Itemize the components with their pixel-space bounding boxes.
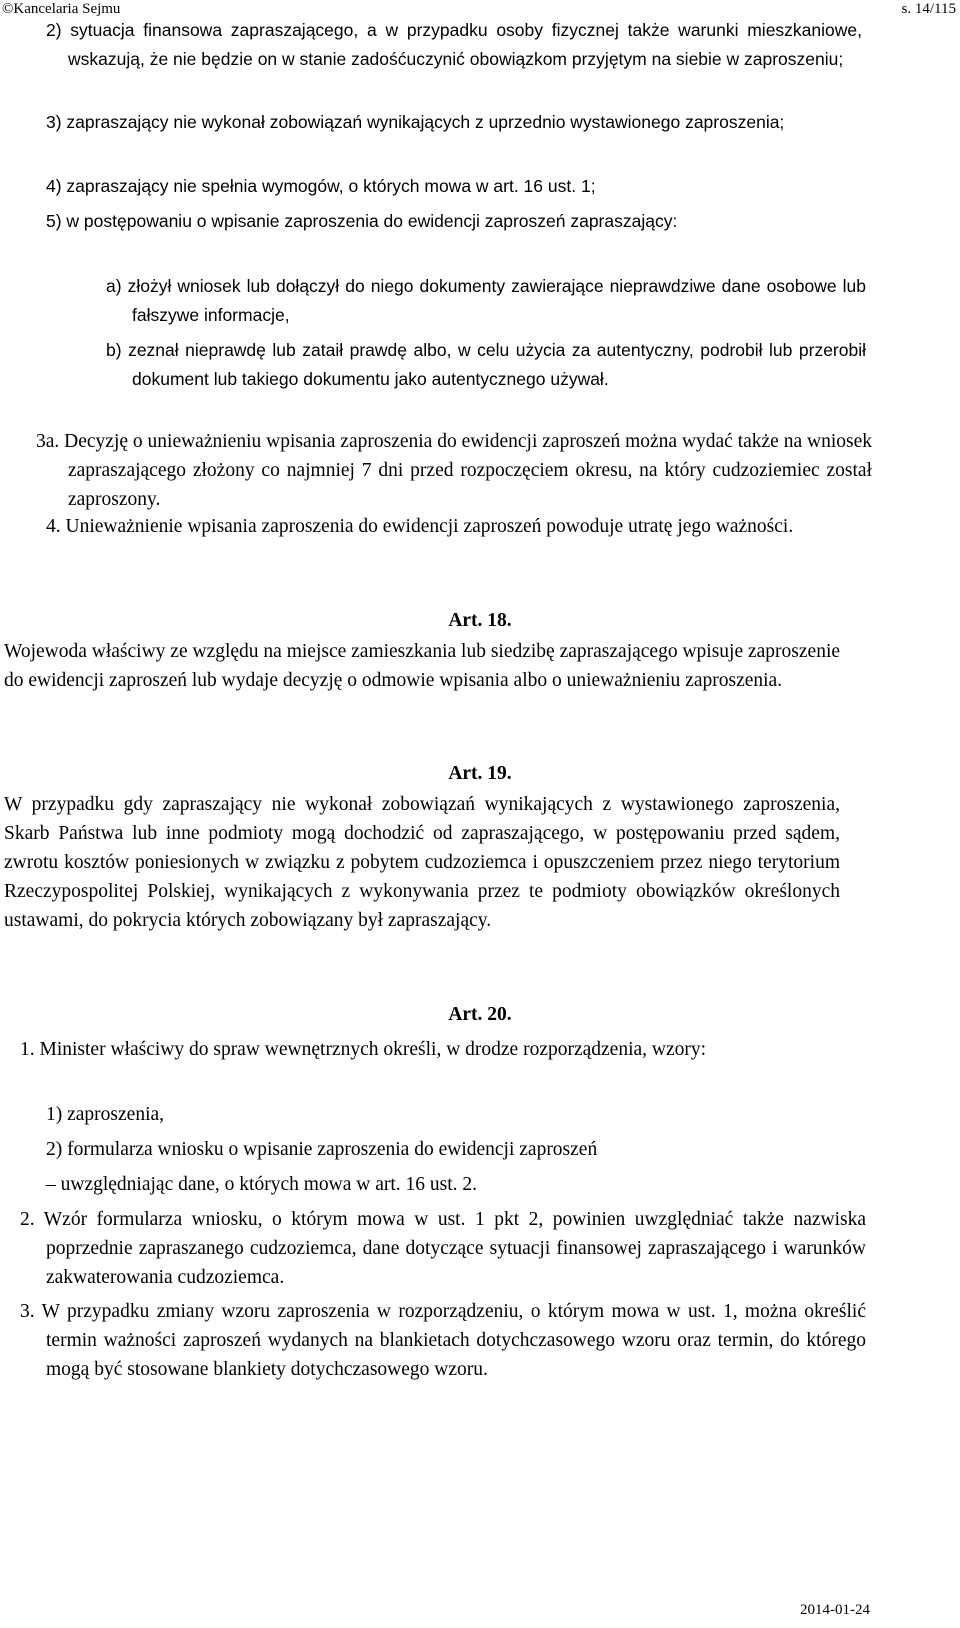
article-20-paragraph-1: 1. Minister właściwy do spraw wewnętrznych określi, w drodze rozporządzenia, wzory: [20, 1039, 707, 1060]
article-20-paragraph-2: 2. Wzór formularza wniosku, o którym mowa w ust. 1 pkt 2, powinien uwzględniać także nazwiska poprzednie zapraszanego cudzoziemca, dane dotyczące sytuacji finansowej zapraszającego i warunków zakwaterowania cudzoziemca. [20, 1209, 866, 1288]
article-20-item-1: 1) zaproszenia, [46, 1104, 165, 1125]
article-20-tail: – uwzględniając dane, o których mowa w art. 16 ust. 2. [46, 1174, 478, 1195]
point-4: 4) zapraszający nie spełnia wymogów, o których mowa w art. 16 ust. 1; [46, 176, 596, 196]
paragraph-4: 4. Unieważnienie wpisania zaproszenia do ewidencji zaproszeń powoduje utratę jego ważności. [46, 516, 794, 537]
point-5b: b) zeznał nieprawdę lub zataił prawdę albo, w celu użycia za autentyczny, podrobił lub przerobił dokument lub takiego dokumentu jako autentycznego używał. [106, 340, 866, 389]
point-3: 3) zapraszający nie wykonał zobowiązań wynikających z uprzednio wystawionego zaproszenia; [46, 112, 785, 132]
article-19-text: W przypadku gdy zapraszający nie wykonał zobowiązań wynikających z wystawionego zaproszenia, Skarb Państwa lub inne podmioty mogą dochodzić od zapraszającego, w postępowaniu przed sądem, zwrotu kosztów poniesionych w związku z pobytem cudzoziemca i opuszczeniem przez niego terytorium Rzeczypospolitej Polskiej, wynikających z wykonywania przez te podmioty obowiązków określonych ustawami, do pokrycia których zobowiązany był zapraszający. [4, 794, 840, 931]
article-20-paragraph-3: 3. W przypadku zmiany wzoru zaproszenia w rozporządzeniu, o którym mowa w ust. 1, można określić termin ważności zaproszeń wydanych na blankietach dotychczasowego wzoru oraz termin, do którego mogą być stosowane blankiety dotychczasowego wzoru. [20, 1301, 866, 1380]
paragraph-3a: 3a. Decyzję o unieważnieniu wpisania zaproszenia do ewidencji zaproszeń można wydać także na wniosek zapraszającego złożony co najmniej 7 dni przed rozpoczęciem okresu, na który cudzoziemiec został zaproszony. [36, 431, 872, 510]
article-18-title: Art. 18. [448, 610, 512, 631]
article-20-item-2: 2) formularza wniosku o wpisanie zaproszenia do ewidencji zaproszeń [46, 1139, 598, 1160]
point-5a: a) złożył wniosek lub dołączył do niego dokumenty zawierające nieprawdziwe dane osobowe lub fałszywe informacje, [106, 276, 866, 325]
article-19-title: Art. 19. [448, 763, 512, 784]
article-20-title: Art. 20. [448, 1004, 512, 1025]
point-2: 2) sytuacja finansowa zapraszającego, a w przypadku osoby fizycznej także warunki mieszkaniowe, wskazują, że nie będzie on w stanie zadośćuczynić obowiązkom przyjętym na siebie w zaproszeniu; [46, 20, 862, 69]
copyright-label: ©Kancelaria Sejmu [2, 1, 121, 17]
article-18-text: Wojewoda właściwy ze względu na miejsce zamieszkania lub siedzibę zapraszającego wpisuje zaproszenie do ewidencji zaproszeń lub wydaje decyzję o odmowie wpisania albo o unieważnieniu zaproszenia. [4, 641, 841, 691]
point-5: 5) w postępowaniu o wpisanie zaproszenia do ewidencji zaproszeń zapraszający: [46, 211, 678, 231]
page-number: s. 14/115 [901, 1, 956, 17]
footer-date: 2014-01-24 [800, 1602, 870, 1618]
